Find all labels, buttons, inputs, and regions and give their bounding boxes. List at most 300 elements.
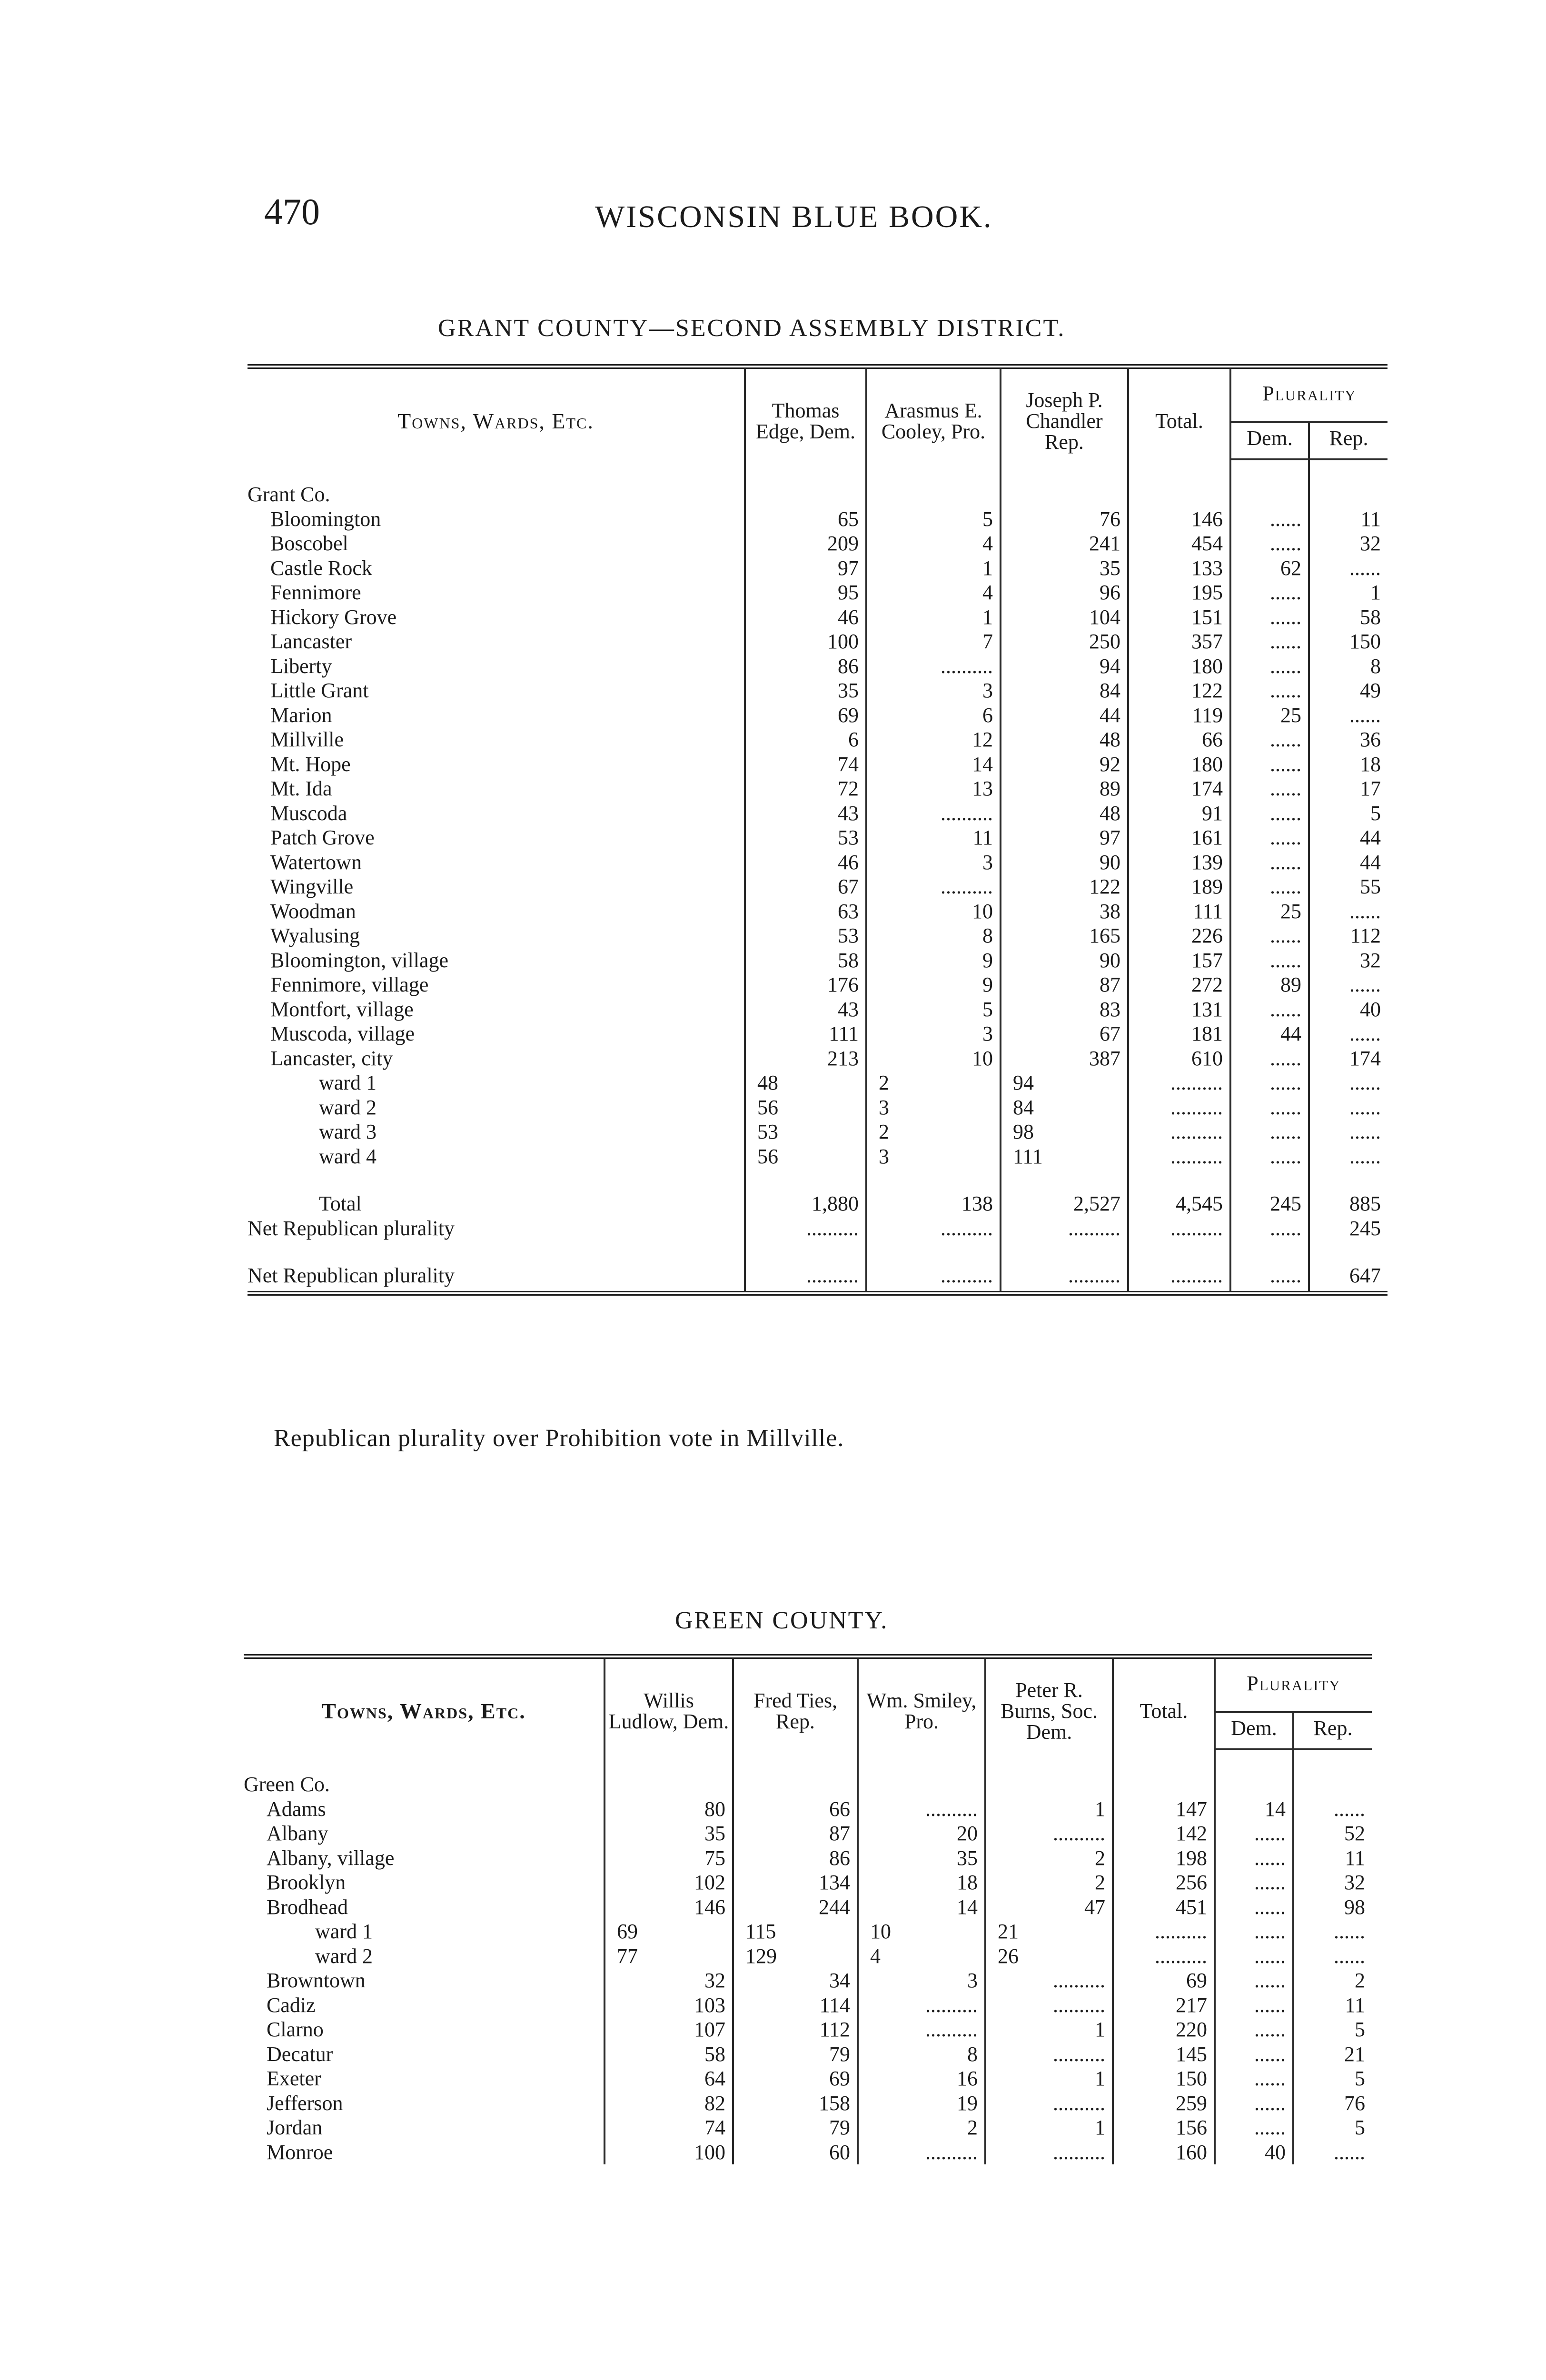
cell-c2: 5 — [866, 997, 1001, 1022]
cell-c1: 72 — [745, 776, 866, 801]
cell-c2: 6 — [866, 703, 1001, 728]
cell-c4: .......... — [985, 2042, 1113, 2067]
cell-total: 157 — [1128, 948, 1230, 973]
cell-rep: 885 — [1309, 1191, 1387, 1216]
town-row — [248, 899, 1387, 924]
cell-c1: 53 — [745, 923, 866, 948]
cell-c3: 111 — [1001, 1144, 1128, 1169]
town-row — [248, 948, 1387, 973]
town-name: ward 1 — [315, 1920, 373, 1943]
cell-c2: 3 — [866, 1095, 1001, 1120]
cell-rep: ...... — [1309, 899, 1387, 924]
town-row — [248, 727, 1387, 752]
cell-dem: ...... — [1215, 1968, 1293, 1993]
cell-total: 156 — [1113, 2115, 1215, 2140]
cell-c3: 96 — [1001, 580, 1128, 605]
cell-c3: 84 — [1001, 678, 1128, 703]
cell-c2: 1 — [866, 556, 1001, 581]
cell-c1: 176 — [745, 972, 866, 997]
town-name: ward 2 — [315, 1944, 373, 1968]
cell-total: 226 — [1128, 923, 1230, 948]
town-name: Cadiz — [267, 1993, 316, 2017]
town-name: ward 1 — [319, 1071, 377, 1094]
cell-c1: 6 — [745, 727, 866, 752]
cell-dem: ...... — [1230, 678, 1309, 703]
cell-c3: 67 — [1001, 1021, 1128, 1046]
town-name: Monroe — [267, 2140, 333, 2164]
town-name: Browntown — [267, 1969, 366, 1992]
cell-total: 180 — [1128, 654, 1230, 679]
town-name: Wingville — [270, 875, 354, 898]
town-name: Little Grant — [270, 679, 369, 702]
cell-total: 217 — [1113, 1993, 1215, 2018]
town-row — [248, 752, 1387, 777]
town-name: Muscoda — [270, 801, 347, 825]
cell-rep: 98 — [1293, 1895, 1372, 1920]
cell-rep: 44 — [1309, 850, 1387, 875]
town-name: ward 2 — [319, 1095, 377, 1119]
cell-c2: 4 — [866, 580, 1001, 605]
cell-c3: 165 — [1001, 923, 1128, 948]
cell-total: .......... — [1128, 1095, 1230, 1120]
cell-c2: 3 — [866, 678, 1001, 703]
cell-c3: 10 — [858, 1919, 985, 1944]
net-plurality-row-final — [248, 1263, 1387, 1293]
town-row — [248, 1046, 1387, 1071]
cell-c3: 48 — [1001, 801, 1128, 826]
cell-rep: ...... — [1309, 1095, 1387, 1120]
cell-total: .......... — [1128, 1263, 1230, 1293]
cell-c2: 8 — [866, 923, 1001, 948]
town-name: Brodhead — [267, 1895, 348, 1919]
town-name: Mt. Ida — [270, 777, 332, 800]
cell-dem: ...... — [1230, 629, 1309, 654]
cell-total: .......... — [1113, 1919, 1215, 1944]
cell-total: 451 — [1113, 1895, 1215, 1920]
cell-c3: 76 — [1001, 507, 1128, 532]
cell-c1: 64 — [605, 2066, 733, 2091]
town-row — [248, 531, 1387, 556]
cell-total: .......... — [1113, 1944, 1215, 1969]
cell-rep: 36 — [1309, 727, 1387, 752]
cell-dem: ...... — [1215, 1821, 1293, 1846]
cell-dem: 14 — [1215, 1797, 1293, 1822]
cell-c2: 5 — [866, 507, 1001, 532]
ludlow-header: Willis Ludlow, Dem. — [605, 1656, 733, 1749]
cell-c1: 80 — [605, 1797, 733, 1822]
cell-rep: 52 — [1293, 1821, 1372, 1846]
cell-total: 150 — [1113, 2066, 1215, 2091]
cell-dem: ...... — [1230, 923, 1309, 948]
cell-c2: 244 — [733, 1895, 858, 1920]
town-row — [248, 507, 1387, 532]
cell-c2: 134 — [733, 1870, 858, 1895]
cell-total: 122 — [1128, 678, 1230, 703]
town-row — [248, 1021, 1387, 1046]
cell-c2: 14 — [866, 752, 1001, 777]
net-plurality-row — [248, 1216, 1387, 1241]
cell-c3: .......... — [858, 2017, 985, 2042]
cell-c1: 146 — [605, 1895, 733, 1920]
cell-c3: 94 — [1001, 654, 1128, 679]
town-row — [248, 825, 1387, 850]
cell-c4: 2 — [985, 1870, 1113, 1895]
town-name: Muscoda, village — [270, 1022, 415, 1045]
cell-dem: ...... — [1230, 507, 1309, 532]
cell-c3: 122 — [1001, 874, 1128, 899]
cell-dem: 44 — [1230, 1021, 1309, 1046]
town-row — [248, 629, 1387, 654]
cell-dem: ...... — [1230, 1263, 1309, 1293]
cell-c3: 2,527 — [1001, 1191, 1128, 1216]
cell-c1: 74 — [605, 2115, 733, 2140]
cell-rep: ...... — [1293, 1919, 1372, 1944]
cell-c2: 7 — [866, 629, 1001, 654]
grant-table-title: GRANT COUNTY—SECOND ASSEMBLY DISTRICT. — [438, 315, 1066, 342]
cell-dem: ...... — [1215, 2017, 1293, 2042]
cell-rep: ...... — [1309, 1120, 1387, 1144]
cell-c3: 87 — [1001, 972, 1128, 997]
town-row — [244, 1797, 1372, 1822]
cell-total: 69 — [1113, 1968, 1215, 1993]
cell-c3: 48 — [1001, 727, 1128, 752]
town-name: Hickory Grove — [270, 605, 397, 629]
cell-c1: 82 — [605, 2091, 733, 2116]
cell-total: 181 — [1128, 1021, 1230, 1046]
cell-dem: ...... — [1230, 1046, 1309, 1071]
cell-c2: 12 — [866, 727, 1001, 752]
cell-c1: 58 — [745, 948, 866, 973]
town-row — [244, 1846, 1372, 1871]
green-results-table — [244, 1654, 1372, 2164]
cell-total: 357 — [1128, 629, 1230, 654]
cell-rep: 2 — [1293, 1968, 1372, 1993]
cell-c1: 69 — [745, 703, 866, 728]
cell-dem: ...... — [1230, 654, 1309, 679]
town-row — [244, 1821, 1372, 1846]
town-name: Millville — [270, 728, 344, 751]
cell-total: .......... — [1128, 1120, 1230, 1144]
cell-c2: 3 — [866, 850, 1001, 875]
cell-c3: 84 — [1001, 1095, 1128, 1120]
cell-rep: ...... — [1309, 1071, 1387, 1095]
page-number: 470 — [264, 191, 320, 232]
cell-c1: 95 — [745, 580, 866, 605]
town-name: Bloomington, village — [270, 948, 448, 972]
cell-c1: 32 — [605, 1968, 733, 1993]
smiley-header: Wm. Smiley, Pro. — [858, 1656, 985, 1749]
cell-dem: 62 — [1230, 556, 1309, 581]
cell-rep: 245 — [1309, 1216, 1387, 1241]
cell-c1: 53 — [745, 825, 866, 850]
cell-c2: .......... — [866, 1216, 1001, 1241]
cell-c4: 47 — [985, 1895, 1113, 1920]
plurality-header: Plurality — [1230, 367, 1387, 422]
towns-header: Towns, Wards, Etc. — [248, 367, 745, 459]
cell-total: 111 — [1128, 899, 1230, 924]
cell-rep: 112 — [1309, 923, 1387, 948]
town-row — [248, 556, 1387, 581]
ties-header: Fred Ties, Rep. — [733, 1656, 858, 1749]
town-row — [248, 654, 1387, 679]
cell-rep: 174 — [1309, 1046, 1387, 1071]
green-table-title: GREEN COUNTY. — [675, 1607, 889, 1634]
cell-c3: .......... — [858, 2140, 985, 2165]
town-name: Boscobel — [270, 532, 348, 555]
burns-header: Peter R. Burns, Soc. Dem. — [985, 1656, 1113, 1749]
town-name: Bloomington — [270, 507, 381, 531]
cell-dem: ...... — [1230, 874, 1309, 899]
town-row — [248, 874, 1387, 899]
cell-c1: 67 — [745, 874, 866, 899]
cell-c2: 69 — [733, 2066, 858, 2091]
dem-plurality-header: Dem. — [1230, 422, 1309, 459]
total-row-label: Total — [319, 1192, 362, 1215]
cell-c3: .......... — [1001, 1263, 1128, 1293]
town-name: Marion — [270, 703, 332, 727]
cell-c3: 4 — [858, 1944, 985, 1969]
cell-dem: ...... — [1230, 1071, 1309, 1095]
cell-rep: 1 — [1309, 580, 1387, 605]
ward-row — [244, 1944, 1372, 1969]
ward-row — [248, 1071, 1387, 1095]
cell-c1: 35 — [605, 1821, 733, 1846]
town-name: Jordan — [267, 2116, 323, 2139]
town-name: Fennimore — [270, 581, 361, 604]
cell-c3: 98 — [1001, 1120, 1128, 1144]
cell-c1: .......... — [745, 1216, 866, 1241]
cell-total: 161 — [1128, 825, 1230, 850]
cell-c1: 65 — [745, 507, 866, 532]
cell-rep: 49 — [1309, 678, 1387, 703]
cell-c3: 16 — [858, 2066, 985, 2091]
town-name: ward 4 — [319, 1144, 377, 1168]
cell-c2: 79 — [733, 2042, 858, 2067]
cell-total: 610 — [1128, 1046, 1230, 1071]
cell-total: 151 — [1128, 605, 1230, 630]
cell-c1: 100 — [605, 2140, 733, 2165]
cell-c3: 35 — [1001, 556, 1128, 581]
cell-c1: 58 — [605, 2042, 733, 2067]
town-row — [244, 2017, 1372, 2042]
cell-rep: 76 — [1293, 2091, 1372, 2116]
cell-rep: 8 — [1309, 654, 1387, 679]
cell-total: 174 — [1128, 776, 1230, 801]
cell-c1: .......... — [745, 1263, 866, 1293]
cell-rep: 40 — [1309, 997, 1387, 1022]
cell-dem: ...... — [1215, 1993, 1293, 2018]
cell-c4: 1 — [985, 1797, 1113, 1822]
cell-total: 454 — [1128, 531, 1230, 556]
county-row — [248, 482, 1387, 507]
cell-total: 131 — [1128, 997, 1230, 1022]
cell-c2: 115 — [733, 1919, 858, 1944]
cell-c2: 3 — [866, 1021, 1001, 1046]
cell-rep: 5 — [1293, 2115, 1372, 2140]
cell-rep: ...... — [1309, 1144, 1387, 1169]
cell-c3: 92 — [1001, 752, 1128, 777]
cell-c1: 53 — [745, 1120, 866, 1144]
cell-total: 256 — [1113, 1870, 1215, 1895]
cell-c1: 46 — [745, 850, 866, 875]
cell-c1: 48 — [745, 1071, 866, 1095]
town-row — [248, 923, 1387, 948]
cell-dem: ...... — [1215, 1870, 1293, 1895]
town-name: Lancaster — [270, 630, 352, 653]
cell-dem: ...... — [1230, 752, 1309, 777]
town-name: Clarno — [267, 2018, 324, 2041]
cell-dem: ...... — [1230, 825, 1309, 850]
cell-dem: ...... — [1230, 997, 1309, 1022]
cell-dem: ...... — [1230, 1144, 1309, 1169]
town-name: Adams — [267, 1797, 326, 1821]
town-name: Brooklyn — [267, 1871, 346, 1894]
cell-dem: ...... — [1230, 727, 1309, 752]
grant-results-table — [248, 364, 1387, 1296]
cell-c2: .......... — [866, 874, 1001, 899]
cell-rep: 11 — [1293, 1993, 1372, 2018]
cell-c3: 18 — [858, 1870, 985, 1895]
cell-c4: .......... — [985, 2140, 1113, 2165]
cell-c1: 111 — [745, 1021, 866, 1046]
cell-c2: 3 — [866, 1144, 1001, 1169]
cell-c3: 19 — [858, 2091, 985, 2116]
cell-c1: 86 — [745, 654, 866, 679]
cell-c2: 158 — [733, 2091, 858, 2116]
cell-c1: 56 — [745, 1095, 866, 1120]
cell-c3: .......... — [858, 1797, 985, 1822]
cell-total: 142 — [1113, 1821, 1215, 1846]
cell-dem: 40 — [1215, 2140, 1293, 2165]
cell-total: 198 — [1113, 1846, 1215, 1871]
cell-c4: 1 — [985, 2115, 1113, 2140]
cell-c3: .......... — [1001, 1216, 1128, 1241]
town-row — [244, 2042, 1372, 2067]
cell-rep: ...... — [1309, 1021, 1387, 1046]
town-row — [248, 801, 1387, 826]
cell-rep: ...... — [1293, 1944, 1372, 1969]
cell-c4: .......... — [985, 2091, 1113, 2116]
cell-c1: 74 — [745, 752, 866, 777]
town-row — [244, 2091, 1372, 2116]
cell-rep: 647 — [1309, 1263, 1387, 1293]
town-row — [244, 2066, 1372, 2091]
cell-c3: 2 — [858, 2115, 985, 2140]
cell-c2: 13 — [866, 776, 1001, 801]
cell-total: 220 — [1113, 2017, 1215, 2042]
cell-c1: 209 — [745, 531, 866, 556]
town-name: Woodman — [270, 899, 356, 923]
cell-rep: ...... — [1309, 703, 1387, 728]
town-row — [248, 605, 1387, 630]
plurality-header: Plurality — [1215, 1656, 1372, 1712]
cell-c3: .......... — [858, 1993, 985, 2018]
town-name: Fennimore, village — [270, 973, 429, 996]
cell-c3: 250 — [1001, 629, 1128, 654]
cell-rep: 32 — [1309, 531, 1387, 556]
town-name: Patch Grove — [270, 826, 375, 849]
cell-c2: 10 — [866, 1046, 1001, 1071]
cell-c3: 20 — [858, 1821, 985, 1846]
cell-c2: 79 — [733, 2115, 858, 2140]
town-row — [248, 703, 1387, 728]
town-row — [244, 2115, 1372, 2140]
footnote: Republican plurality over Prohibition vote in Millville. — [274, 1425, 844, 1452]
dem-plurality-header: Dem. — [1215, 1712, 1293, 1749]
cell-c1: 97 — [745, 556, 866, 581]
cell-c3: 241 — [1001, 531, 1128, 556]
ward-row — [248, 1095, 1387, 1120]
cell-dem: ...... — [1215, 2115, 1293, 2140]
cell-c1: 102 — [605, 1870, 733, 1895]
town-name: Lancaster, city — [270, 1046, 393, 1070]
cell-rep: 5 — [1293, 2017, 1372, 2042]
cell-dem: ...... — [1230, 580, 1309, 605]
cell-c4: 2 — [985, 1846, 1113, 1871]
cell-c1: 63 — [745, 899, 866, 924]
town-row — [244, 1870, 1372, 1895]
cell-rep: ...... — [1309, 972, 1387, 997]
town-row — [244, 1895, 1372, 1920]
cell-c2: 112 — [733, 2017, 858, 2042]
cell-total: .......... — [1128, 1144, 1230, 1169]
cell-c2: 34 — [733, 1968, 858, 1993]
cell-c1: 100 — [745, 629, 866, 654]
cell-rep: ...... — [1309, 556, 1387, 581]
cell-c4: 1 — [985, 2066, 1113, 2091]
cell-dem: 245 — [1230, 1191, 1309, 1216]
town-name: Decatur — [267, 2042, 333, 2066]
cell-c3: 387 — [1001, 1046, 1128, 1071]
cell-c1: 43 — [745, 801, 866, 826]
cell-rep: 18 — [1309, 752, 1387, 777]
cell-dem: ...... — [1215, 2042, 1293, 2067]
cell-c3: 90 — [1001, 850, 1128, 875]
cell-rep: 17 — [1309, 776, 1387, 801]
cell-dem: ...... — [1230, 531, 1309, 556]
cell-c3: 97 — [1001, 825, 1128, 850]
cell-c2: 9 — [866, 972, 1001, 997]
cell-c3: 14 — [858, 1895, 985, 1920]
town-name: Liberty — [270, 654, 332, 678]
cell-dem: 25 — [1230, 703, 1309, 728]
cell-c2: 86 — [733, 1846, 858, 1871]
cell-c1: 75 — [605, 1846, 733, 1871]
cell-c2: 11 — [866, 825, 1001, 850]
cell-c3: 83 — [1001, 997, 1128, 1022]
cell-dem: ...... — [1215, 1919, 1293, 1944]
cell-total: 259 — [1113, 2091, 1215, 2116]
running-head: WISCONSIN BLUE BOOK. — [595, 199, 993, 234]
cell-rep: ...... — [1293, 1797, 1372, 1822]
town-name: Watertown — [270, 850, 362, 874]
cell-c2: 66 — [733, 1797, 858, 1822]
cell-c3: 104 — [1001, 605, 1128, 630]
cell-rep: 58 — [1309, 605, 1387, 630]
cell-c2: .......... — [866, 801, 1001, 826]
cell-total: 195 — [1128, 580, 1230, 605]
ward-row — [248, 1120, 1387, 1144]
cell-c4: .......... — [985, 1993, 1113, 2018]
cell-dem: ...... — [1215, 2091, 1293, 2116]
town-name: Castle Rock — [270, 556, 372, 580]
town-name: ward 3 — [319, 1120, 377, 1143]
ward-row — [248, 1144, 1387, 1169]
cell-dem: ...... — [1230, 850, 1309, 875]
edge-header: Thomas Edge, Dem. — [745, 367, 866, 459]
cell-dem: ...... — [1230, 1095, 1309, 1120]
town-row — [248, 997, 1387, 1022]
